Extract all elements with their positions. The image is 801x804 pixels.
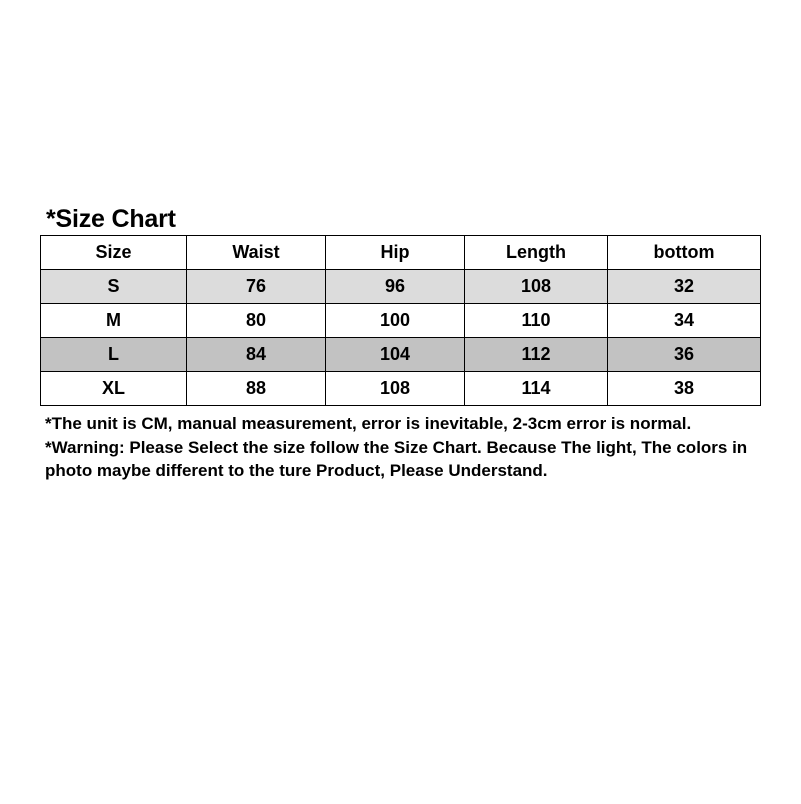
cell-length: 108 bbox=[465, 270, 608, 304]
cell-hip: 96 bbox=[326, 270, 465, 304]
cell-hip: 100 bbox=[326, 304, 465, 338]
cell-waist: 76 bbox=[187, 270, 326, 304]
page-title: *Size Chart bbox=[46, 205, 176, 233]
table-row bbox=[41, 270, 761, 304]
column-header-bottom: bottom bbox=[608, 236, 761, 270]
cell-waist: 88 bbox=[187, 372, 326, 406]
table-header-row bbox=[41, 236, 761, 270]
cell-size: XL bbox=[41, 372, 187, 406]
size-note: *The unit is CM, manual measurement, error is inevitable, 2-3cm error is normal. *Warning: Please Select the size follow the Size Chart. Because The light, The colors in photo maybe different to the ture Product, Please Understand. bbox=[45, 414, 748, 480]
cell-bottom: 32 bbox=[608, 270, 761, 304]
cell-bottom: 34 bbox=[608, 304, 761, 338]
cell-bottom: 38 bbox=[608, 372, 761, 406]
table-row bbox=[41, 372, 761, 406]
column-header-size: Size bbox=[41, 236, 187, 270]
cell-length: 112 bbox=[465, 338, 608, 372]
cell-bottom: 36 bbox=[608, 338, 761, 372]
table-row bbox=[41, 304, 761, 338]
cell-length: 114 bbox=[465, 372, 608, 406]
cell-size: S bbox=[41, 270, 187, 304]
cell-size: M bbox=[41, 304, 187, 338]
size-chart-table bbox=[40, 235, 761, 406]
column-header-hip: Hip bbox=[326, 236, 465, 270]
cell-length: 110 bbox=[465, 304, 608, 338]
column-header-waist: Waist bbox=[187, 236, 326, 270]
cell-hip: 108 bbox=[326, 372, 465, 406]
column-header-length: Length bbox=[465, 236, 608, 270]
cell-waist: 84 bbox=[187, 338, 326, 372]
table-row bbox=[41, 338, 761, 372]
cell-waist: 80 bbox=[187, 304, 326, 338]
cell-size: L bbox=[41, 338, 187, 372]
cell-hip: 104 bbox=[326, 338, 465, 372]
